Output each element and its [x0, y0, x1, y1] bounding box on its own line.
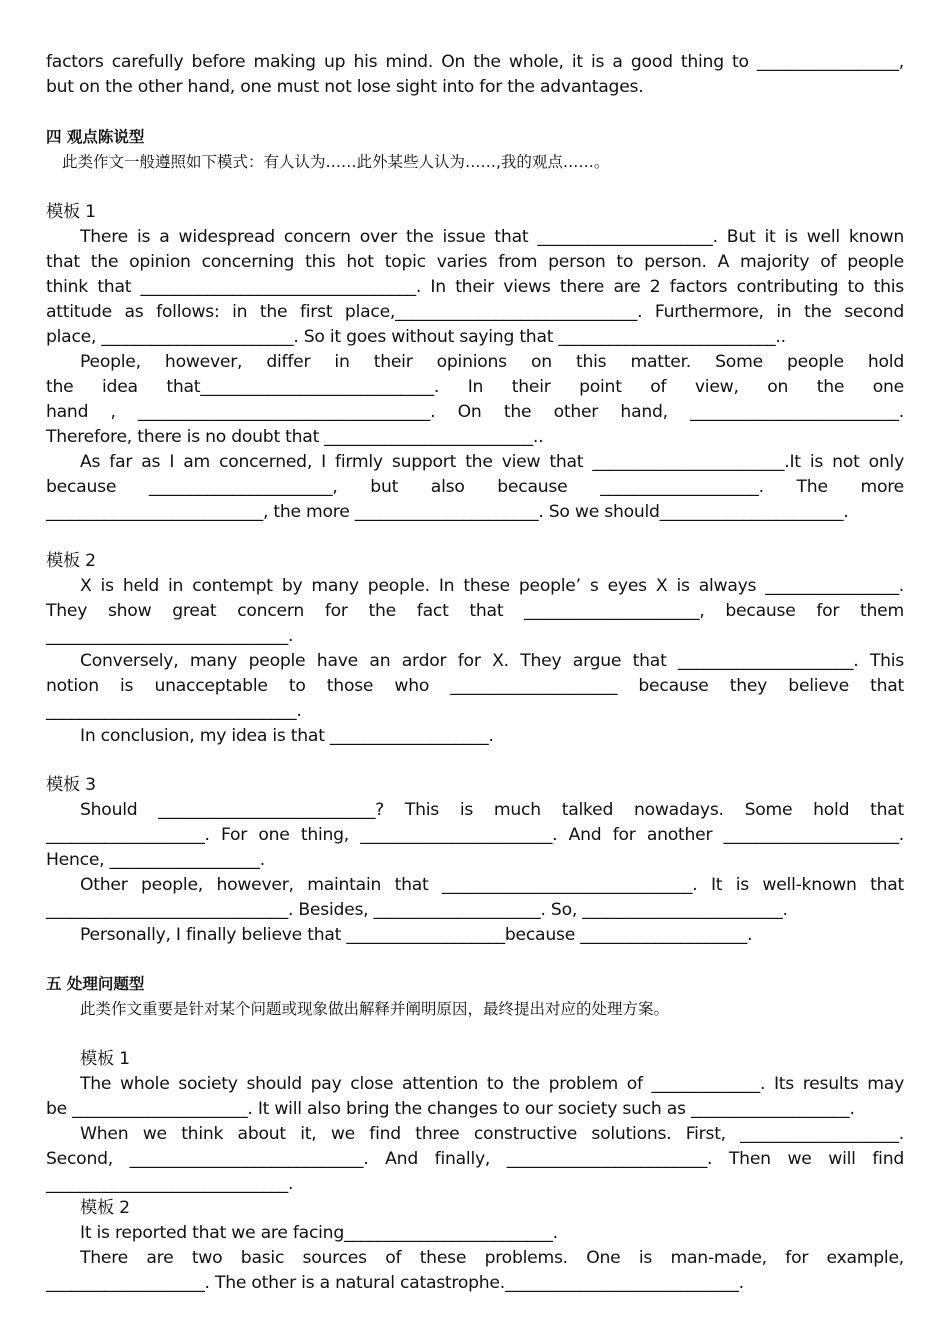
section-heading: 四 观点陈说型 — [46, 128, 145, 146]
text-line: the idea that____________________________. In their point of view, on the one — [46, 377, 904, 397]
text-line: In conclusion, my idea is that ___________________. — [80, 726, 494, 746]
text-line: People, however, differ in their opinions on this matter. Some people hold — [80, 352, 904, 372]
text-line: _____________________________. Besides, ____________________. So, ________________________. — [46, 900, 788, 920]
section-intro: 此类作文重要是针对某个问题或现象做出解释并阐明原因，最终提出对应的处理方案。 — [80, 1000, 670, 1018]
text-line: As far as I am concerned, I firmly support the view that _______________________.It is not only — [80, 452, 904, 472]
template-label: 模板 3 — [46, 775, 96, 795]
text-line: attitude as follows: in the first place,_____________________________. Furthermore, in the second — [46, 302, 904, 322]
text-line: There are two basic sources of these problems. One is man-made, for example, — [80, 1248, 904, 1268]
text-line: The whole society should pay close attention to the problem of _____________. Its results may — [80, 1074, 904, 1094]
text-line: They show great concern for the fact that _____________________, because for them — [46, 601, 904, 621]
text-line: be _____________________. It will also bring the changes to our society such as ___________________. — [46, 1099, 855, 1119]
text-line: factors carefully before making up his mind. On the whole, it is a good thing to _________________, — [46, 52, 904, 72]
text-line: hand , ___________________________________. On the other hand, _________________________. — [46, 402, 904, 422]
text-line: _____________________________. — [46, 1174, 294, 1194]
text-line: notion is unacceptable to those who ____________________ because they believe that — [46, 676, 904, 696]
template-label: 模板 2 — [46, 551, 96, 571]
section-heading: 五 处理问题型 — [46, 975, 145, 993]
text-line: Other people, however, maintain that ______________________________. It is well-known that — [80, 875, 904, 895]
text-line: ______________________________. — [46, 701, 302, 721]
template-label: 模板 1 — [80, 1049, 130, 1069]
text-line: place, _______________________. So it goes without saying that __________________________.. — [46, 327, 786, 347]
text-line: Second, ____________________________. And finally, ________________________. Then we will find — [46, 1149, 904, 1169]
text-line: _____________________________. — [46, 626, 294, 646]
text-line: Conversely, many people have an ardor for X. They argue that _____________________. This — [80, 651, 904, 671]
text-line: think that _________________________________. In their views there are 2 factors contributing to this — [46, 277, 904, 297]
text-line: Therefore, there is no doubt that _________________________.. — [46, 427, 544, 447]
text-line: ___________________. The other is a natural catastrophe.____________________________. — [46, 1273, 744, 1293]
text-line: Should __________________________? This is much talked nowadays. Some hold that — [80, 800, 904, 820]
text-line: There is a widespread concern over the issue that _____________________. But it is well known — [80, 227, 904, 247]
template-label: 模板 1 — [46, 202, 96, 222]
text-line: because ______________________, but also because ___________________. The more — [46, 477, 904, 497]
template-label: 模板 2 — [80, 1198, 130, 1218]
text-line: but on the other hand, one must not lose sight into for the advantages. — [46, 77, 644, 97]
text-line: Personally, I finally believe that ___________________because ____________________. — [80, 925, 753, 945]
section-intro: 此类作文一般遵照如下模式：有人认为……此外某些人认为……,我的观点……。 — [62, 153, 610, 171]
text-line: X is held in contempt by many people. In these people’ s eyes X is always ________________. — [80, 576, 904, 596]
text-line: When we think about it, we find three constructive solutions. First, ___________________. — [80, 1124, 904, 1144]
text-line: ___________________. For one thing, _______________________. And for another _____________________. — [46, 825, 904, 845]
text-line: Hence, __________________. — [46, 850, 265, 870]
text-line: It is reported that we are facing_________________________. — [80, 1223, 558, 1243]
text-line: that the opinion concerning this hot topic varies from person to person. A majority of people — [46, 252, 904, 272]
text-line: __________________________, the more ______________________. So we should______________________. — [46, 502, 849, 522]
